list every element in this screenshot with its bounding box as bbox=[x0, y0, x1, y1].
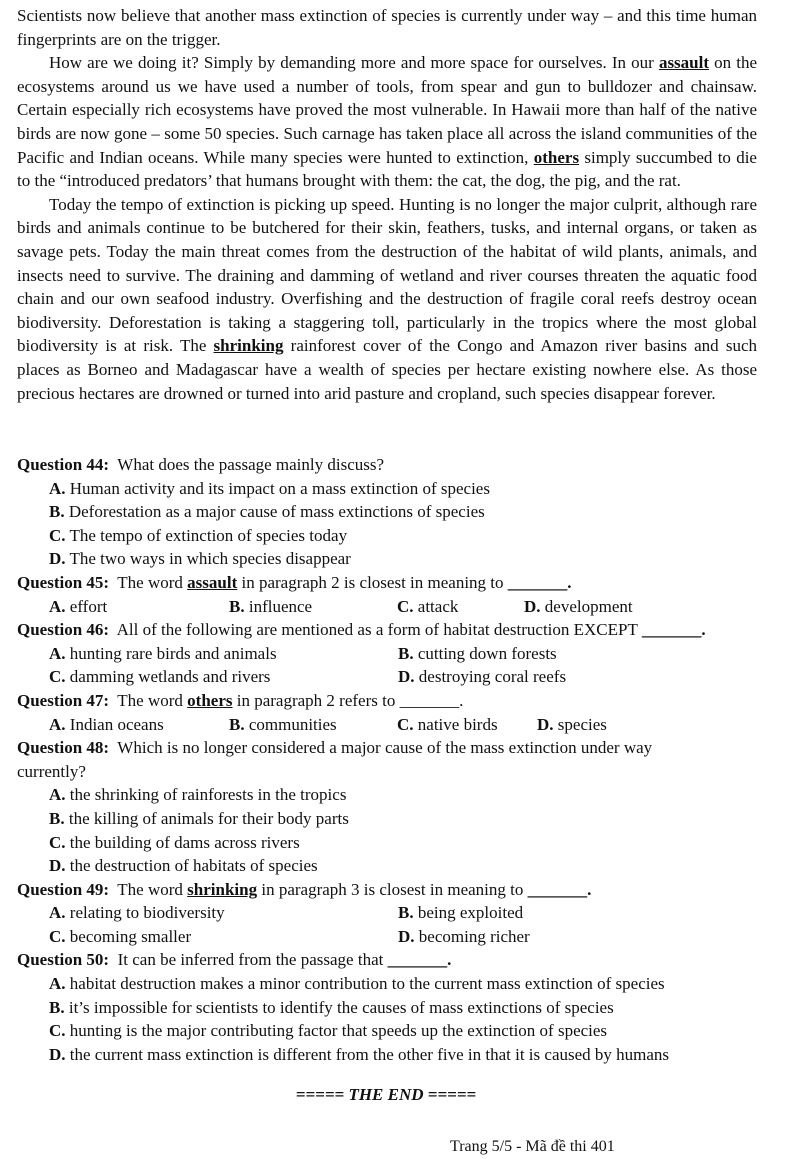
answer-blank: _______. bbox=[527, 879, 592, 899]
underlined-word: assault bbox=[187, 572, 238, 592]
option-b[interactable] bbox=[49, 996, 777, 1020]
option-d[interactable] bbox=[49, 547, 777, 571]
option-c[interactable] bbox=[397, 595, 524, 619]
option-letter: D. bbox=[49, 856, 66, 876]
option-letter: C. bbox=[49, 1021, 66, 1041]
option-a[interactable] bbox=[49, 595, 229, 619]
option-c[interactable] bbox=[49, 1019, 777, 1043]
option-text: it’s impossible for scientists to identify the causes of mass extinctions of species bbox=[68, 997, 614, 1017]
option-text: being exploited bbox=[417, 903, 524, 923]
option-letter: B. bbox=[398, 643, 414, 663]
option-c[interactable] bbox=[49, 665, 398, 689]
option-c[interactable] bbox=[49, 831, 777, 855]
option-letter: D. bbox=[49, 549, 66, 569]
option-text: hunting is the major contributing factor that speeds up the extinction of species bbox=[69, 1021, 608, 1041]
question-list bbox=[17, 453, 777, 1066]
question-46 bbox=[17, 618, 777, 689]
option-letter: B. bbox=[398, 903, 414, 923]
question-label: Question 44: bbox=[17, 455, 110, 474]
option-text: Deforestation as a major cause of mass extinctions of species bbox=[68, 502, 485, 522]
question-stem: The word bbox=[117, 879, 188, 899]
option-text: the killing of animals for their body parts bbox=[68, 808, 349, 828]
option-text: attack bbox=[417, 596, 459, 616]
option-a[interactable] bbox=[49, 901, 398, 925]
answer-blank: _______. bbox=[387, 950, 452, 970]
option-letter: D. bbox=[398, 926, 415, 946]
option-b[interactable] bbox=[398, 642, 557, 666]
option-text: Indian oceans bbox=[69, 714, 164, 734]
option-letter: C. bbox=[49, 926, 66, 946]
question-stem: The word bbox=[117, 690, 188, 710]
option-d[interactable] bbox=[398, 665, 566, 689]
question-stem: The word bbox=[117, 572, 188, 592]
option-letter: A. bbox=[49, 643, 66, 663]
option-letter: A. bbox=[49, 478, 66, 498]
question-48 bbox=[17, 736, 777, 878]
option-text: relating to biodiversity bbox=[69, 903, 225, 923]
option-letter: D. bbox=[398, 667, 415, 687]
reading-passage bbox=[17, 4, 757, 405]
option-letter: C. bbox=[397, 596, 414, 616]
option-a[interactable] bbox=[49, 713, 229, 737]
underlined-word: others bbox=[187, 690, 233, 710]
option-letter: A. bbox=[49, 974, 66, 994]
option-text: the building of dams across rivers bbox=[69, 832, 300, 852]
underlined-word-assault: assault bbox=[658, 53, 710, 73]
question-label: Question 50: bbox=[17, 950, 110, 970]
question-label: Question 45: bbox=[17, 572, 110, 592]
question-label: Question 49: bbox=[17, 879, 110, 899]
option-b[interactable] bbox=[49, 500, 777, 524]
option-text: native birds bbox=[417, 714, 498, 734]
option-text: becoming richer bbox=[418, 926, 530, 946]
option-c[interactable] bbox=[49, 925, 398, 949]
question-label: Question 48: bbox=[17, 738, 110, 758]
question-stem: Which is no longer considered a major cause of the mass extinction under way currently? bbox=[17, 738, 653, 781]
option-letter: D. bbox=[537, 714, 554, 734]
option-text: habitat destruction makes a minor contribution to the current mass extinction of species bbox=[69, 974, 665, 994]
underlined-word-others: others bbox=[533, 147, 580, 167]
option-text: Human activity and its impact on a mass extinction of species bbox=[69, 478, 490, 498]
option-letter: A. bbox=[49, 714, 66, 734]
option-b[interactable] bbox=[398, 901, 523, 925]
option-text: the destruction of habitats of species bbox=[69, 856, 318, 876]
option-letter: C. bbox=[49, 832, 66, 852]
paragraph-3 bbox=[17, 193, 757, 405]
question-stem-cont: in paragraph 2 is closest in meaning to bbox=[237, 572, 508, 592]
option-text: the shrinking of rainforests in the tropics bbox=[69, 785, 347, 805]
option-b[interactable] bbox=[229, 595, 397, 619]
option-letter: B. bbox=[49, 997, 65, 1017]
option-letter: C. bbox=[49, 525, 66, 545]
option-letter: B. bbox=[229, 714, 245, 734]
option-text: influence bbox=[248, 596, 313, 616]
option-letter: C. bbox=[397, 714, 414, 734]
question-47 bbox=[17, 689, 777, 736]
question-stem: All of the following are mentioned as a form of habitat destruction EXCEPT bbox=[116, 620, 642, 640]
question-44 bbox=[17, 453, 777, 571]
paragraph-1: Scientists now believe that another mass extinction of species is currently under way – and this time human fingerprints are on the trigger. bbox=[17, 6, 757, 49]
option-letter: A. bbox=[49, 785, 66, 805]
option-text: species bbox=[557, 714, 607, 734]
option-c[interactable] bbox=[397, 713, 537, 737]
question-49 bbox=[17, 878, 777, 949]
answer-blank: _______. bbox=[507, 572, 572, 592]
paragraph-2 bbox=[17, 51, 757, 193]
paragraph-2-text-a: How are we doing it? Simply by demanding more and more space for ourselves. In our bbox=[49, 53, 659, 73]
option-text: cutting down forests bbox=[417, 643, 557, 663]
option-b[interactable] bbox=[229, 713, 397, 737]
paragraph-3-text-a: Today the tempo of extinction is picking up speed. Hunting is no longer the major culprit, although rare birds and animals continue to be butchered for their skin, feathers, tusks, and internal organs, or taken as savage pets. Today the main threat comes from the destruction of the habitat of wild plants, animals, and insects need to survive. The draining and damming of wetland and river courses threaten the aquatic food chain and our own seafood industry. Overfishing and the destruction of fragile coral reefs destroy ocean biodiversity. Deforestation is taking a staggering toll, particularly in the tropics where the most global biodiversity is at risk. The bbox=[17, 194, 757, 356]
option-letter: C. bbox=[49, 667, 66, 687]
option-text: effort bbox=[69, 596, 108, 616]
question-50 bbox=[17, 948, 777, 1066]
option-letter: A. bbox=[49, 903, 66, 923]
option-text: becoming smaller bbox=[69, 926, 192, 946]
option-d[interactable] bbox=[398, 925, 530, 949]
option-a[interactable] bbox=[49, 477, 777, 501]
option-d[interactable] bbox=[49, 1043, 777, 1067]
underlined-word-shrinking: shrinking bbox=[213, 336, 284, 356]
option-d[interactable] bbox=[524, 595, 724, 619]
option-a[interactable] bbox=[49, 783, 777, 807]
question-stem-cont: in paragraph 3 is closest in meaning to bbox=[257, 879, 528, 899]
option-d[interactable] bbox=[49, 854, 777, 878]
option-a[interactable] bbox=[49, 972, 777, 996]
option-letter: B. bbox=[49, 502, 65, 522]
paragraph-2-text-c: simply succumbed to die to the “introduced predators’ that humans brought with them: the cat, the dog, the pig, and the rat. bbox=[17, 147, 757, 191]
option-d[interactable] bbox=[537, 713, 737, 737]
question-stem: What does the passage mainly discuss? bbox=[117, 455, 385, 474]
option-text: the current mass extinction is different from the other five in that it is caused by humans bbox=[69, 1044, 670, 1064]
question-stem-cont: in paragraph 2 refers to _______. bbox=[232, 690, 464, 710]
page-footer: Trang 5/5 - Mã đề thi 401 bbox=[450, 1138, 615, 1155]
option-text: The tempo of extinction of species today bbox=[69, 525, 348, 545]
option-a[interactable] bbox=[49, 642, 398, 666]
option-letter: B. bbox=[229, 596, 245, 616]
option-text: development bbox=[544, 596, 633, 616]
underlined-word: shrinking bbox=[187, 879, 258, 899]
question-label: Question 46: bbox=[17, 620, 110, 640]
question-stem: It can be inferred from the passage that bbox=[117, 950, 388, 970]
option-text: communities bbox=[248, 714, 337, 734]
option-text: damming wetlands and rivers bbox=[69, 667, 271, 687]
option-text: hunting rare birds and animals bbox=[69, 643, 277, 663]
option-letter: D. bbox=[524, 596, 541, 616]
option-letter: A. bbox=[49, 596, 66, 616]
question-45 bbox=[17, 571, 777, 618]
paragraph-3-text-b: rainforest cover of the Congo and Amazon river basins and such places as Borneo and Madagascar have a wealth of species per hectare existing nowhere else. As those precious hectares are drowned or turned into arid pasture and cropland, such species disappear forever. bbox=[17, 336, 757, 403]
option-c[interactable] bbox=[49, 524, 777, 548]
option-letter: D. bbox=[49, 1044, 66, 1064]
paragraph-2-text-b: on the ecosystems around us we have used a number of tools, from spear and gun to bulldozer and chainsaw. Certain especially rich ecosystems have proved the most vulnerable. In Hawaii more than half of the native birds are now gone – some 50 species. Such carnage has taken place all across the island communities of the Pacific and Indian oceans. While many species were hunted to extinction, bbox=[17, 53, 757, 167]
end-marker: ===== THE END ===== bbox=[295, 1085, 477, 1104]
option-b[interactable] bbox=[49, 807, 777, 831]
answer-blank: _______. bbox=[641, 620, 706, 640]
option-letter: B. bbox=[49, 808, 65, 828]
option-text: destroying coral reefs bbox=[418, 667, 567, 687]
option-text: The two ways in which species disappear bbox=[69, 549, 351, 569]
question-label: Question 47: bbox=[17, 690, 110, 710]
